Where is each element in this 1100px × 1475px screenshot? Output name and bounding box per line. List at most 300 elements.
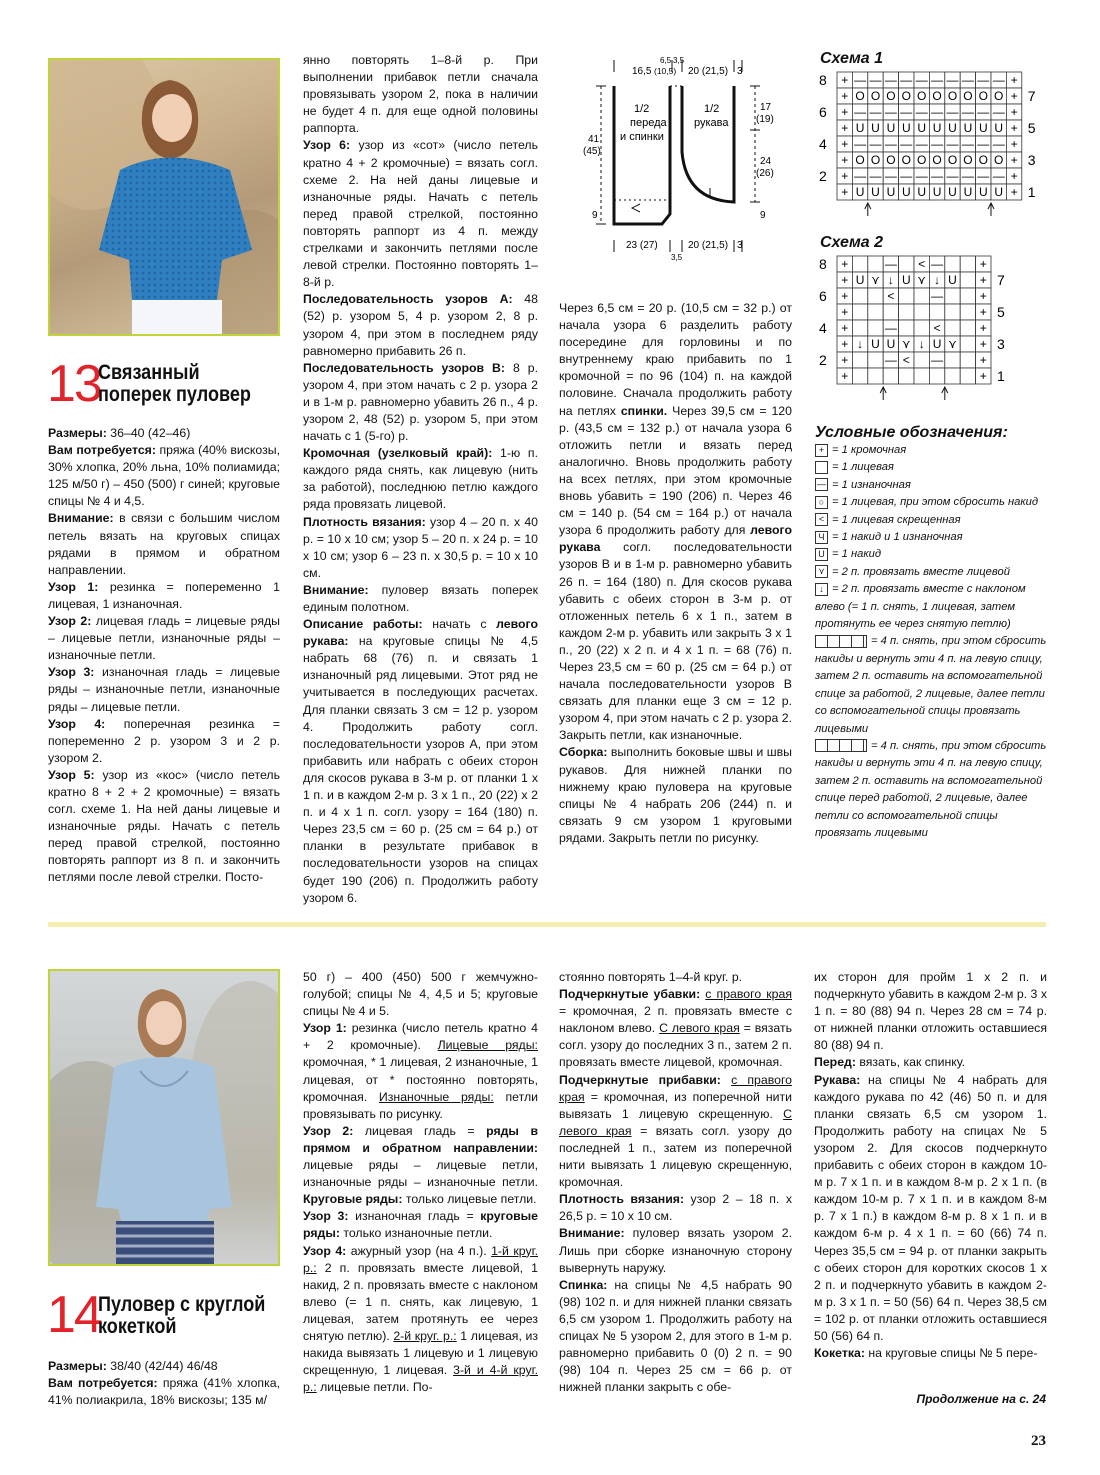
grid-cell xyxy=(960,272,975,288)
cell-symbol: + xyxy=(841,369,849,383)
paragraph xyxy=(814,1054,1047,1071)
grid-cell xyxy=(914,304,929,320)
cell-symbol: O xyxy=(947,89,958,103)
cell-symbol: — xyxy=(884,105,897,119)
text14-column-3 xyxy=(559,969,792,1396)
paragraph-label: Плотность вязания: xyxy=(303,514,426,529)
cable-right-icon xyxy=(815,739,867,752)
text-run: Узор 2: xyxy=(303,1123,354,1138)
text-column-1 xyxy=(48,425,280,887)
paragraph-text: узор 4 – 20 п. х 40 р. = 10 х 10 см; узор 5 – 20 п. х 24 р. = 10 х 10 см; узор 6 – 23 п. х 30,5 р. = 10 х 10 см. xyxy=(303,514,539,580)
grid-cell xyxy=(852,320,867,336)
cell-symbol: — xyxy=(854,169,867,183)
row-number-left: 6 xyxy=(819,104,827,120)
text-run: на круговые спицы № 5 пере- xyxy=(864,1346,1038,1361)
cell-symbol: U xyxy=(978,185,988,199)
row-number-right: 5 xyxy=(997,304,1005,320)
cell-symbol: — xyxy=(884,137,897,151)
row-number-right: 3 xyxy=(997,336,1005,352)
cell-symbol: — xyxy=(884,169,897,183)
grid-cell xyxy=(899,320,914,336)
text-run: = кромочная, из поперечной нити вывязать 1 лицевую скрещенную. xyxy=(559,1089,792,1121)
cell-symbol: — xyxy=(961,105,974,119)
paragraph-label: спинки. xyxy=(620,403,668,418)
paragraph xyxy=(303,137,538,291)
grid-cell xyxy=(852,288,867,304)
legend-text: = 4 п. снять, при этом сбросить накиды и вернуть эти 4 п. на левую спицу, затем 2 п. оставить на вспомогательной спице за работой, 2 лицевые, далее петли со вспомогательной спицы провязать лицевыми xyxy=(815,635,1047,735)
paragraph xyxy=(303,1020,538,1123)
row-number-right: 1 xyxy=(997,368,1005,384)
paragraph xyxy=(303,1123,538,1208)
legend-item xyxy=(815,633,1047,737)
legend-text: = 1 накид и 1 изнаночная xyxy=(832,531,963,544)
paragraph-text: 48 (52) р. узором 5, 4 р. узором 2, 8 р. узором 4, при этом в последнем ряду равномерно прибавить 26 п. xyxy=(303,292,538,358)
grid-cell xyxy=(899,304,914,320)
cell-symbol: + xyxy=(841,185,849,199)
dim-top-d: 3 xyxy=(737,66,743,77)
text-run: Изнаночные ряды: xyxy=(378,1089,494,1104)
cell-symbol: U xyxy=(886,185,896,199)
cell-symbol: + xyxy=(841,89,849,103)
grid-cell xyxy=(914,288,929,304)
cell-symbol: + xyxy=(1010,185,1018,199)
garment-schematic xyxy=(570,52,792,262)
cell-symbol: U xyxy=(994,185,1004,199)
cell-symbol: — xyxy=(915,169,928,183)
paragraph-text: резинка = попеременно 1 лицевая, 1 изнаночная. xyxy=(48,579,280,611)
grid-cell xyxy=(945,320,960,336)
grid-cell xyxy=(852,304,867,320)
cell-symbol: + xyxy=(841,289,849,303)
cell-symbol: — xyxy=(900,137,913,151)
grid-cell xyxy=(960,304,975,320)
paragraph xyxy=(48,664,280,715)
text-run: С левого края xyxy=(559,1106,792,1138)
paragraph-label: Внимание: xyxy=(48,511,114,526)
text-run: 3-й и 4-й круг. р.: xyxy=(303,1363,538,1395)
legend-symbol-icon: ○ xyxy=(815,496,828,509)
cell-symbol: + xyxy=(979,273,987,287)
grid-cell xyxy=(914,352,929,368)
cell-symbol: U xyxy=(901,273,911,287)
lbl-front-2: переда xyxy=(630,117,667,129)
text-run: 1-й круг. р.: xyxy=(303,1243,538,1275)
cell-symbol: — xyxy=(961,73,974,87)
text14-column-2 xyxy=(303,969,538,1396)
legend-item xyxy=(815,512,1047,529)
cell-symbol: ⋎ xyxy=(901,337,911,351)
cell-symbol: ⋎ xyxy=(948,337,957,351)
text-run: 50 г) – 400 (450) 500 г жемчужно-голубой; спицы № 4, 4,5 и 5; круговые спицы № 4 и 5. xyxy=(303,970,538,1019)
lbl-sleeve-1: 1/2 xyxy=(704,103,720,115)
paragraph-label: Узор 4: xyxy=(48,716,106,731)
cell-symbol: — xyxy=(977,169,990,183)
cell-symbol: U xyxy=(886,121,896,135)
cell-symbol: — xyxy=(869,73,882,87)
photo-illustration xyxy=(50,60,278,334)
cell-symbol: — xyxy=(931,105,944,119)
legend-text: = 2 п. провязать вместе с наклоном влево (= 1 п. снять, 1 лицевая, затем протянуть ее через снятую петлю) xyxy=(815,583,1026,631)
cell-symbol: — xyxy=(931,353,944,367)
cell-symbol: U xyxy=(886,337,896,351)
paragraph-label: Последовательность узоров В: xyxy=(303,360,505,375)
grid-cell xyxy=(914,320,929,336)
paragraph-text: узор из «сот» (число петель кратно 4 + 2 кромочные) = вязать согл. схеме 2. На ней даны лицевые и изнаночные ряды. Начать с петель перед правой стрелкой, постоянно повторять раппорт из 4 п. между стрелками и закончить петлями после левой стрелки. Постоянно повторять 1–8-й р. xyxy=(303,138,538,290)
cell-symbol: — xyxy=(869,169,882,183)
cell-symbol: + xyxy=(1010,89,1018,103)
paragraph-text: 38/40 (42/44) 46/48 xyxy=(106,1359,218,1373)
cell-symbol: — xyxy=(854,105,867,119)
cell-symbol: + xyxy=(841,73,849,87)
paragraph xyxy=(48,1375,280,1409)
text-run: 1 лицевая, из накида вывязать 1 лицевую и 1 лицевую скрещенную, 1 лицевая. xyxy=(303,1328,538,1378)
paragraph-text: 1-ю п. каждого ряда снять, как лицевую (нить за работой), последнюю петлю каждого ряда провязать лицевой. xyxy=(303,446,538,512)
paragraph xyxy=(48,1358,280,1375)
grid-cell xyxy=(945,288,960,304)
dim-bot-c: 3 xyxy=(737,240,743,251)
legend-item xyxy=(815,738,1047,842)
text-run: узор 2 – 18 п. х 26,5 р. = 10 х 10 см. xyxy=(559,1192,793,1224)
cell-symbol: — xyxy=(931,169,944,183)
legend-item xyxy=(815,546,1047,563)
text-run: изнаночная гладь = xyxy=(348,1209,481,1224)
cell-symbol: U xyxy=(901,121,911,135)
text-run: резинка (число петель кратно 4 + 2 кромочные). xyxy=(303,1021,538,1053)
paragraph-text: Через 6,5 см = 20 р. (10,5 см = 32 р.) от начала узора 6 разделить работу посередине для горловины и по внутреннему краю прибавить по 1 кромочной = по 96 (104) п. на каждой половине. Сначала продолжить работу на петлях xyxy=(559,301,792,418)
grid-cell xyxy=(868,256,883,272)
legend-text: = 1 изнаночная xyxy=(832,478,911,491)
cell-symbol: + xyxy=(841,169,849,183)
cell-symbol: U xyxy=(932,121,942,135)
grid-cell xyxy=(868,320,883,336)
cell-symbol: — xyxy=(915,137,928,151)
photo-light-blue-sweater xyxy=(48,969,280,1266)
paragraph xyxy=(48,579,280,613)
cell-symbol: — xyxy=(961,137,974,151)
grid-cell xyxy=(852,256,867,272)
text-run: Лицевые ряды: xyxy=(437,1038,538,1053)
dim-top-b3: (10,5) xyxy=(654,66,677,76)
cell-symbol: — xyxy=(992,73,1005,87)
text-run: Плотность вязания: xyxy=(559,1192,685,1207)
paragraph-text: лицевая гладь = лицевые ряды – лицевые петли, изнаночные ряды – изнаночные петли. xyxy=(48,614,280,663)
text-run: 2-й круг. р.: xyxy=(393,1328,457,1343)
cell-symbol: — xyxy=(884,257,897,271)
cell-symbol: — xyxy=(900,105,913,119)
pattern-title-line1: Связанный xyxy=(98,361,200,384)
cell-symbol: O xyxy=(947,153,958,167)
paragraph-text: пуловер вязать поперек единым полотном. xyxy=(303,582,538,614)
paragraph xyxy=(303,445,538,513)
dim-bot-b: 20 (21,5) xyxy=(688,240,729,251)
paragraph-label: Последовательность узоров А: xyxy=(303,292,513,307)
text-run: ажурный узор (на 4 п.). xyxy=(346,1243,492,1258)
text-column-2 xyxy=(303,52,538,907)
paragraph-label: Узор 2: xyxy=(48,614,92,629)
legend-item xyxy=(815,581,1047,633)
cell-symbol: < xyxy=(902,353,910,367)
cell-symbol: + xyxy=(841,105,849,119)
photo-blue-sweater xyxy=(48,58,280,336)
paragraph-label: Узор 6: xyxy=(303,138,351,153)
text-run: Подчеркнутые прибавки: xyxy=(559,1072,721,1087)
legend-item xyxy=(815,494,1047,511)
text-run: Круговые ряды: xyxy=(303,1192,403,1207)
cell-symbol: O xyxy=(917,89,927,103)
scheme2-chart xyxy=(815,252,1055,400)
cell-symbol: O xyxy=(901,153,911,167)
grid-cell xyxy=(914,368,929,384)
cell-symbol: — xyxy=(992,137,1005,151)
cell-symbol: + xyxy=(841,305,849,319)
cell-symbol: O xyxy=(994,89,1004,103)
cell-symbol: U xyxy=(978,121,988,135)
paragraph xyxy=(48,510,280,578)
legend-symbol-icon: ↓ xyxy=(815,583,828,596)
lbl-sleeve-2: рукава xyxy=(694,117,729,129)
row-number-left: 4 xyxy=(819,320,827,336)
grid-cell xyxy=(929,304,944,320)
continued-note: Продолжение на с. 24 xyxy=(916,1392,1046,1406)
text14-column-4 xyxy=(814,969,1047,1362)
paragraph-label: Кромочная (узелковый край): xyxy=(303,446,493,461)
grid-cell xyxy=(868,352,883,368)
paragraph-text: начать с xyxy=(422,617,497,632)
dim-left-h2: (45) xyxy=(583,146,601,157)
legend-text: = 1 накид xyxy=(832,548,882,561)
page-number: 23 xyxy=(1031,1433,1046,1449)
text-run: Рукава: xyxy=(814,1072,861,1087)
paragraph xyxy=(303,1243,538,1397)
paragraph-text: поперечная резинка = попеременно 2 р. узором 3 и 2 р. узором 2. xyxy=(48,716,280,765)
cell-symbol: O xyxy=(978,153,988,167)
cell-symbol: U xyxy=(871,121,880,135)
text-run: Узор 3: xyxy=(303,1209,349,1224)
dim-right-b2: (26) xyxy=(756,168,774,179)
grid-cell xyxy=(852,352,867,368)
cell-symbol: + xyxy=(841,153,849,167)
row-number-right: 7 xyxy=(997,272,1005,288)
paragraph xyxy=(559,1072,792,1192)
cell-symbol: O xyxy=(963,89,973,103)
legend-symbol-icon xyxy=(815,461,828,474)
text-column-3 xyxy=(559,300,792,847)
text-run: их сторон для пройм 1 х 2 п. и подчеркнуто убавить в каждом 2-м р. 3 х 1 п. = 80 (88) 94 п. Через 28 см = 74 р. от нижней планки отложить оставшиеся 80 (88) 94 п. xyxy=(814,970,1047,1053)
text-run: 2 п. провязать вместе лицевой, 1 накид, 2 п. провязать вместе с наклоном влево (= 1 п. снять, как лицевую, 1 лицевая, затем протянуть ее через снятую петлю). xyxy=(303,1260,538,1343)
legend-text: = 1 лицевая скрещенная xyxy=(832,513,961,526)
paragraph-text: янно повторять 1–8-й р. При выполнении прибавок петли сначала провязывать узором 2, пока в наличии не будет 4 п. для еще одной половины раппорта. xyxy=(303,53,538,136)
cell-symbol: + xyxy=(841,353,849,367)
legend-symbol-icon: — xyxy=(817,479,826,490)
paragraph-text: в связи с большим числом петель вязать на круговых спицах рядами в прямом и обратном направлении. xyxy=(48,511,280,577)
cable-left-icon xyxy=(815,635,867,648)
legend-item xyxy=(815,442,1047,459)
cell-symbol: O xyxy=(963,153,973,167)
grid-cell xyxy=(868,304,883,320)
cell-symbol: O xyxy=(886,153,896,167)
pattern-number: 13 xyxy=(47,355,101,413)
cell-symbol: — xyxy=(946,169,959,183)
cell-symbol: + xyxy=(1010,137,1018,151)
dim-right-b: 24 xyxy=(760,156,772,167)
legend-text: = 4 п. снять, при этом сбросить накиды и вернуть эти 4 п. на левую спицу, затем 2 п. оставить на вспомогательной спице перед работой, 2 лицевые, далее петли со вспомогательной спицы провязать лицевыми xyxy=(815,739,1047,839)
cell-symbol: — xyxy=(884,73,897,87)
legend-item xyxy=(815,529,1047,546)
lbl-front-1: 1/2 xyxy=(634,103,650,115)
legend-text: = 2 п. провязать вместе лицевой xyxy=(832,565,1010,578)
dim-bot-d: 3,5 xyxy=(671,253,683,262)
legend-text: = 1 лицевая xyxy=(832,461,894,474)
cell-symbol: — xyxy=(977,105,990,119)
paragraph xyxy=(303,616,538,907)
cell-symbol: ⋎ xyxy=(917,273,927,287)
row-number-right: 5 xyxy=(1027,120,1036,136)
grid-cell xyxy=(899,368,914,384)
cell-symbol: O xyxy=(870,153,881,167)
paragraph xyxy=(559,969,792,986)
cell-symbol: + xyxy=(979,337,987,351)
cell-symbol: + xyxy=(979,289,987,303)
cell-symbol: U xyxy=(932,337,942,351)
cell-symbol: U xyxy=(994,121,1004,135)
grid-cell xyxy=(960,288,975,304)
pattern14-title-line2: кокеткой xyxy=(98,1315,177,1338)
cell-symbol: O xyxy=(901,89,911,103)
paragraph-text: согл. последовательности узоров В и в 1-м р. равномерно убавить 26 п. = 164 (180) п. Для скосов рукава убавить с обеих сторон в 3-м р. от отложенных петель 6 х 1 п., затем в каждом 2-м р. убавить или закрыть 3 х 1 п., 20 (22) х 2 п. и 4 х 1 п. = 68 (76) п. Через 23,5 см = 60 р. (25 см = 64 р.) от начала последовательности узоров В связать для планки еще 3 см = 12 р. узором 4, при этом начать с 2 р. узора 2. Закрыть петли, как изнаночные. xyxy=(559,540,792,743)
cell-symbol: + xyxy=(979,369,987,383)
dim-bot-a: 23 (27) xyxy=(626,240,658,251)
paragraph-text: изнаночная гладь = лицевые ряды – изнаночные петли, изнаночные ряды – лицевые петли. xyxy=(48,665,280,714)
cell-symbol: — xyxy=(854,73,867,87)
cell-symbol: — xyxy=(869,137,882,151)
cell-symbol: O xyxy=(932,153,942,167)
cell-symbol: U xyxy=(948,273,957,287)
cell-symbol: + xyxy=(841,121,849,135)
text-run: Кокетка: xyxy=(814,1346,865,1361)
dim-left-h: 41 xyxy=(588,134,600,145)
cell-symbol: — xyxy=(977,137,990,151)
cell-symbol: ↓ xyxy=(857,337,864,351)
cell-symbol: — xyxy=(884,353,897,367)
cell-symbol: — xyxy=(946,105,959,119)
text-run: только лицевые петли. xyxy=(402,1192,537,1207)
paragraph xyxy=(814,1072,1047,1346)
cell-symbol: U xyxy=(855,273,865,287)
paragraph-label: Узор 5: xyxy=(48,767,95,782)
paragraph-label: Узор 1: xyxy=(48,579,99,594)
paragraph xyxy=(303,582,538,616)
cell-symbol: U xyxy=(963,185,973,199)
cell-symbol: + xyxy=(841,273,849,287)
cell-symbol: — xyxy=(884,321,897,335)
text-run: = вязать согл. узору до последней 1 п., затем из поперечной нити вывязать 1 лицевую скрещенную, кромочная. xyxy=(559,1123,792,1190)
cell-symbol: — xyxy=(915,73,928,87)
text-run: пуловер вязать узором 2. Лишь при сборке изнаночную сторону вывернуть наружу. xyxy=(559,1226,792,1275)
cell-symbol: — xyxy=(961,169,974,183)
cell-symbol: — xyxy=(931,73,944,87)
paragraph-label: Сборка: xyxy=(559,745,608,760)
legend-list xyxy=(815,442,1047,842)
text-run: Перед: xyxy=(814,1055,856,1070)
dim-top-a: 16,5 xyxy=(632,66,652,77)
cell-symbol: O xyxy=(870,89,881,103)
text-run: ряды в прямом и обратном направлении: xyxy=(303,1123,539,1155)
text-run: круговые ряды: xyxy=(303,1209,538,1241)
text-run: вязать, как спинку. xyxy=(855,1055,966,1070)
cell-symbol: U xyxy=(855,185,865,199)
cell-symbol: — xyxy=(992,169,1005,183)
grid-cell xyxy=(899,256,914,272)
cell-symbol: + xyxy=(841,337,849,351)
grid-cell xyxy=(960,368,975,384)
paragraph xyxy=(303,1208,538,1242)
grid-cell xyxy=(960,256,975,272)
paragraph-text: пряжа (41% хлопка, 41% полиакрила, 18% вискозы; 135 м/ xyxy=(48,1376,280,1408)
legend-item xyxy=(815,564,1047,581)
legend-text: = 1 кромочная xyxy=(832,444,907,456)
grid-cell xyxy=(883,304,898,320)
text-run: лицевая гладь = xyxy=(353,1123,487,1138)
cell-symbol: O xyxy=(978,89,988,103)
scheme1-chart xyxy=(815,68,1055,216)
cell-symbol: + xyxy=(1010,169,1018,183)
text-run: петли провязывать по рисунку. xyxy=(303,1089,538,1121)
paragraph-label: Вам потребуется: xyxy=(48,443,156,458)
cell-symbol: — xyxy=(946,73,959,87)
cell-symbol: ↓ xyxy=(887,273,894,287)
text-run: Подчеркнутые убавки: xyxy=(559,987,701,1002)
paragraph-label: Узор 3: xyxy=(48,665,95,680)
dim-top-c: 20 (21,5) xyxy=(688,66,729,77)
paragraph xyxy=(559,1191,792,1225)
text-run: Узор 4: xyxy=(303,1243,347,1258)
cell-symbol: + xyxy=(979,257,987,271)
paragraph-text: пряжа (40% вискозы, 30% хлопка, 20% льна, 10% полиамида; 125 м/50 г) – 450 (500) г синей; круговые спицы № 4 и 4,5. xyxy=(48,443,280,509)
paragraph-text: Через 39,5 см = 120 р. (43,5 см = 132 р.) от начала узора 6 отложить петли и вязать перед аналогично. Вновь продолжить работу на всех петлях, при этом кромочные вновь убавить = 190 (206) п. Через 46 см = 140 р. (54 см = 164 р.) от начала узора 6 продолжить работу для xyxy=(559,403,792,538)
cell-symbol: + xyxy=(979,305,987,319)
pattern14-title-line1: Пуловер с круглой xyxy=(98,1293,266,1316)
paragraph xyxy=(48,442,280,510)
paragraph-label: Внимание: xyxy=(303,582,369,597)
paragraph xyxy=(48,716,280,767)
paragraph xyxy=(559,300,792,744)
paragraph xyxy=(303,291,538,359)
legend-symbol-icon: ⋎ xyxy=(815,565,828,578)
text-run: Внимание: xyxy=(559,1226,625,1241)
row-number-right: 7 xyxy=(1027,88,1036,104)
scheme1-title: Схема 1 xyxy=(820,50,884,67)
row-number-left: 6 xyxy=(819,288,827,304)
grid-cell xyxy=(960,336,975,352)
cell-symbol: — xyxy=(869,105,882,119)
cell-symbol: — xyxy=(931,137,944,151)
grid-cell xyxy=(945,368,960,384)
cell-symbol: O xyxy=(932,89,942,103)
legend-item xyxy=(815,477,1047,494)
cell-symbol: — xyxy=(900,169,913,183)
cell-symbol: — xyxy=(854,137,867,151)
pattern-title-line2: поперек пуловер xyxy=(98,383,251,406)
paragraph xyxy=(303,360,538,445)
dim-top-b2: 3,5 xyxy=(673,56,685,65)
cell-symbol: U xyxy=(871,185,880,199)
cell-symbol: < xyxy=(918,257,926,271)
row-number-left: 8 xyxy=(819,256,827,272)
text-run: с правого края xyxy=(705,987,792,1002)
lbl-front-3: и спинки xyxy=(620,131,664,143)
grid-cell xyxy=(945,352,960,368)
text-run: = вязать согл. узору до последних 3 п., затем 2 п. провязать вместе лицевой, кромочная. xyxy=(559,1021,792,1070)
